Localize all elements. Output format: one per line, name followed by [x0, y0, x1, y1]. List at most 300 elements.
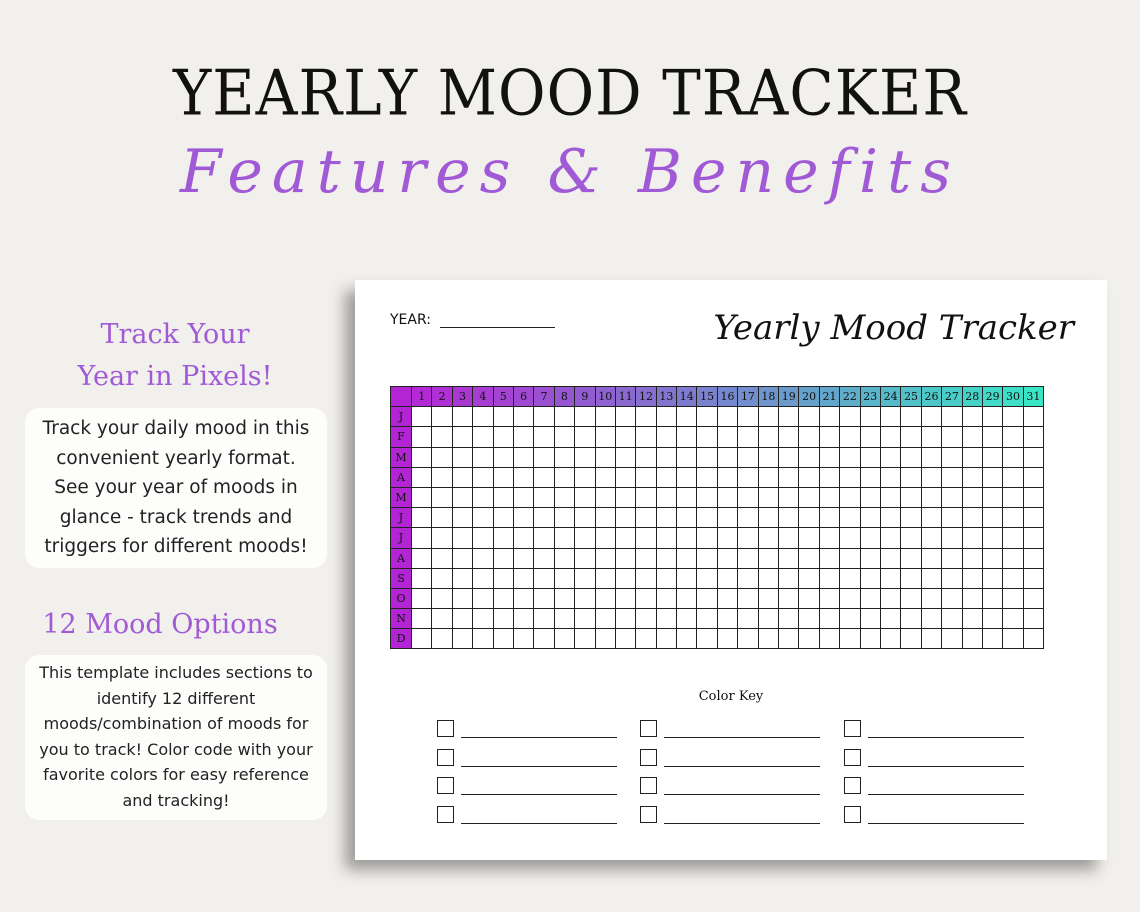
mood-cell — [758, 528, 778, 548]
mood-cell — [636, 588, 656, 608]
month-label: F — [391, 427, 412, 447]
mood-cell — [921, 548, 941, 568]
mood-cell — [493, 427, 513, 447]
mood-cell — [677, 508, 697, 528]
mood-cell — [758, 407, 778, 427]
mood-cell — [880, 609, 900, 629]
mood-cell — [921, 568, 941, 588]
color-key-line — [868, 766, 1024, 767]
mood-cell — [697, 568, 717, 588]
mood-cell — [452, 528, 472, 548]
mood-cell — [779, 629, 799, 649]
mood-cell — [779, 447, 799, 467]
mood-cell — [697, 427, 717, 447]
month-label: A — [391, 548, 412, 568]
mood-cell — [942, 629, 962, 649]
mood-cell — [738, 447, 758, 467]
mood-cell — [921, 407, 941, 427]
mood-cell — [636, 548, 656, 568]
month-label: J — [391, 528, 412, 548]
color-key-checkbox — [437, 720, 454, 737]
mood-cell — [738, 588, 758, 608]
mood-cell — [473, 487, 493, 507]
mood-cell — [1003, 508, 1023, 528]
day-header-cell: 26 — [921, 387, 941, 407]
mood-cell — [819, 427, 839, 447]
mood-cell — [554, 487, 574, 507]
mood-cell — [779, 427, 799, 447]
mood-cell — [554, 447, 574, 467]
feature-text-line: triggers for different moods! — [44, 536, 308, 557]
mood-cell — [452, 548, 472, 568]
feature-heading-pixels — [40, 314, 310, 398]
mood-cell — [982, 528, 1002, 548]
mood-cell — [615, 528, 635, 548]
mood-cell — [473, 629, 493, 649]
feature-text-line: moods/combination of moods for — [43, 714, 309, 733]
mood-cell — [840, 407, 860, 427]
mood-cell — [595, 487, 615, 507]
mood-cell — [513, 427, 533, 447]
day-header-cell: 7 — [534, 387, 554, 407]
mood-cell — [901, 487, 921, 507]
mood-cell — [819, 467, 839, 487]
mood-cell — [758, 487, 778, 507]
feature-text-line: See your year of moods in — [54, 477, 298, 498]
mood-cell — [717, 609, 737, 629]
mood-cell — [758, 508, 778, 528]
mood-cell — [677, 467, 697, 487]
mood-cell — [656, 407, 676, 427]
mood-cell — [412, 629, 432, 649]
mood-cell — [982, 508, 1002, 528]
mood-cell — [921, 508, 941, 528]
mood-cell — [779, 528, 799, 548]
mood-cell — [677, 588, 697, 608]
mood-cell — [1023, 508, 1043, 528]
mood-cell — [412, 427, 432, 447]
mood-cell — [677, 548, 697, 568]
mood-cell — [575, 467, 595, 487]
mood-cell — [962, 629, 982, 649]
color-key-line — [664, 823, 820, 824]
mood-cell — [513, 447, 533, 467]
mood-cell — [779, 588, 799, 608]
mood-cell — [513, 548, 533, 568]
mood-cell — [779, 548, 799, 568]
mood-cell — [452, 427, 472, 447]
mood-cell — [860, 629, 880, 649]
color-key-checkbox — [437, 777, 454, 794]
color-key-line — [461, 823, 617, 824]
mood-cell — [962, 467, 982, 487]
month-label: J — [391, 407, 412, 427]
mood-cell — [901, 447, 921, 467]
mood-cell — [513, 588, 533, 608]
mood-cell — [962, 447, 982, 467]
mood-cell — [1023, 528, 1043, 548]
mood-cell — [799, 427, 819, 447]
day-header-cell: 14 — [677, 387, 697, 407]
mood-cell — [697, 609, 717, 629]
mood-cell — [799, 548, 819, 568]
month-label: J — [391, 508, 412, 528]
mood-cell — [575, 588, 595, 608]
mood-cell — [1003, 528, 1023, 548]
mood-cell — [513, 568, 533, 588]
page-subtitle: Features & Benefits — [180, 137, 960, 207]
color-key-line — [461, 794, 617, 795]
day-header-cell: 23 — [860, 387, 880, 407]
mood-cell — [819, 609, 839, 629]
grid-corner — [391, 387, 412, 407]
mood-cell — [513, 487, 533, 507]
mood-cell — [982, 568, 1002, 588]
mood-cell — [860, 528, 880, 548]
mood-cell — [677, 629, 697, 649]
day-header-cell: 24 — [880, 387, 900, 407]
mood-cell — [799, 568, 819, 588]
mood-cell — [615, 407, 635, 427]
mood-cell — [982, 427, 1002, 447]
color-key-line — [868, 794, 1024, 795]
mood-cell — [880, 568, 900, 588]
mood-cell — [921, 629, 941, 649]
day-header-cell: 12 — [636, 387, 656, 407]
mood-cell — [412, 487, 432, 507]
mood-cell — [738, 427, 758, 447]
color-key-line — [664, 766, 820, 767]
mood-cell — [493, 508, 513, 528]
mood-cell — [575, 487, 595, 507]
color-key-line — [868, 737, 1024, 738]
mood-cell — [656, 588, 676, 608]
mood-cell — [738, 629, 758, 649]
mood-cell — [1023, 447, 1043, 467]
mood-cell — [962, 609, 982, 629]
month-row — [391, 427, 1044, 447]
mood-cell — [636, 629, 656, 649]
mood-cell — [860, 487, 880, 507]
mood-cell — [534, 609, 554, 629]
day-header-cell: 5 — [493, 387, 513, 407]
mood-cell — [840, 568, 860, 588]
feature-card-pixels — [25, 408, 327, 568]
mood-cell — [819, 548, 839, 568]
mood-cell — [473, 467, 493, 487]
mood-cell — [799, 528, 819, 548]
mood-cell — [819, 629, 839, 649]
month-label: N — [391, 609, 412, 629]
mood-cell — [493, 447, 513, 467]
mood-cell — [473, 528, 493, 548]
mood-cell — [534, 427, 554, 447]
mood-cell — [513, 467, 533, 487]
day-header-cell: 18 — [758, 387, 778, 407]
mood-cell — [554, 467, 574, 487]
mood-cell — [432, 407, 452, 427]
mood-cell — [615, 508, 635, 528]
mood-cell — [880, 487, 900, 507]
day-header-cell: 17 — [738, 387, 758, 407]
mood-cell — [758, 568, 778, 588]
mood-cell — [636, 467, 656, 487]
mood-cell — [799, 629, 819, 649]
mood-cell — [656, 427, 676, 447]
mood-cell — [942, 407, 962, 427]
mood-cell — [738, 487, 758, 507]
mood-cell — [534, 508, 554, 528]
mood-cell — [615, 487, 635, 507]
mood-cell — [942, 588, 962, 608]
mood-cell — [473, 548, 493, 568]
mood-cell — [901, 508, 921, 528]
mood-cell — [575, 548, 595, 568]
mood-cell — [942, 528, 962, 548]
mood-cell — [575, 568, 595, 588]
color-key-checkbox — [640, 777, 657, 794]
day-header-cell: 30 — [1003, 387, 1023, 407]
mood-cell — [799, 609, 819, 629]
month-label: D — [391, 629, 412, 649]
mood-cell — [412, 447, 432, 467]
mood-cell — [982, 487, 1002, 507]
color-key-checkbox — [844, 749, 861, 766]
mood-cell — [717, 467, 737, 487]
mood-cell — [575, 427, 595, 447]
feature-heading-line: Year in Pixels! — [77, 361, 273, 392]
mood-cell — [513, 629, 533, 649]
mood-cell — [982, 548, 1002, 568]
mood-cell — [595, 609, 615, 629]
mood-cell — [1023, 629, 1043, 649]
mood-cell — [493, 548, 513, 568]
tracker-sheet-preview — [355, 280, 1107, 860]
mood-cell — [738, 467, 758, 487]
mood-cell — [901, 629, 921, 649]
feature-text-line: convenient yearly format. — [56, 447, 296, 469]
mood-cell — [738, 609, 758, 629]
mood-cell — [799, 487, 819, 507]
mood-cell — [840, 427, 860, 447]
feature-heading-moods: 12 Mood Options — [42, 609, 278, 640]
mood-cell — [636, 609, 656, 629]
color-key-checkbox — [844, 720, 861, 737]
mood-cell — [717, 568, 737, 588]
day-header-cell: 31 — [1023, 387, 1043, 407]
mood-cell — [738, 407, 758, 427]
color-key-checkbox — [844, 806, 861, 823]
mood-cell — [452, 467, 472, 487]
day-header-cell: 21 — [819, 387, 839, 407]
feature-text-line: you to track! Color code with your — [39, 739, 313, 759]
mood-cell — [452, 588, 472, 608]
mood-cell — [432, 568, 452, 588]
mood-cell — [656, 447, 676, 467]
mood-cell — [901, 568, 921, 588]
mood-cell — [473, 588, 493, 608]
mood-cell — [779, 467, 799, 487]
day-header-cell: 29 — [982, 387, 1002, 407]
mood-cell — [697, 467, 717, 487]
mood-cell — [615, 588, 635, 608]
mood-cell — [860, 568, 880, 588]
mood-cell — [615, 548, 635, 568]
mood-cell — [1023, 568, 1043, 588]
mood-cell — [799, 508, 819, 528]
mood-cell — [738, 528, 758, 548]
mood-cell — [942, 427, 962, 447]
mood-cell — [412, 467, 432, 487]
mood-cell — [962, 548, 982, 568]
mood-cell — [432, 427, 452, 447]
mood-cell — [738, 548, 758, 568]
mood-cell — [697, 508, 717, 528]
feature-text-line: This template includes sections to — [39, 663, 313, 682]
day-header-cell: 8 — [554, 387, 574, 407]
mood-cell — [799, 467, 819, 487]
mood-cell — [656, 568, 676, 588]
mood-cell — [473, 407, 493, 427]
mood-cell — [432, 508, 452, 528]
mood-cell — [880, 447, 900, 467]
mood-cell — [412, 528, 432, 548]
mood-cell — [880, 588, 900, 608]
day-header-cell: 20 — [799, 387, 819, 407]
mood-cell — [412, 609, 432, 629]
mood-cell — [554, 407, 574, 427]
mood-cell — [880, 467, 900, 487]
month-row — [391, 407, 1044, 427]
mood-cell — [758, 609, 778, 629]
mood-cell — [758, 467, 778, 487]
mood-cell — [840, 487, 860, 507]
mood-cell — [717, 629, 737, 649]
mood-cell — [534, 629, 554, 649]
mood-cell — [942, 487, 962, 507]
mood-cell — [942, 548, 962, 568]
mood-cell — [575, 629, 595, 649]
mood-cell — [717, 447, 737, 467]
mood-cell — [901, 548, 921, 568]
mood-cell — [697, 588, 717, 608]
mood-cell — [779, 487, 799, 507]
mood-cell — [1003, 548, 1023, 568]
mood-cell — [656, 548, 676, 568]
day-header-cell: 10 — [595, 387, 615, 407]
mood-cell — [819, 407, 839, 427]
mood-cell — [595, 588, 615, 608]
day-header-cell: 6 — [513, 387, 533, 407]
month-row — [391, 467, 1044, 487]
mood-cell — [697, 528, 717, 548]
mood-cell — [636, 407, 656, 427]
mood-cell — [1023, 407, 1043, 427]
mood-cell — [697, 487, 717, 507]
mood-cell — [717, 508, 737, 528]
mood-cell — [758, 588, 778, 608]
mood-cell — [799, 407, 819, 427]
mood-cell — [840, 548, 860, 568]
mood-cell — [595, 427, 615, 447]
month-label: M — [391, 487, 412, 507]
mood-cell — [860, 447, 880, 467]
mood-cell — [412, 548, 432, 568]
mood-cell — [1023, 487, 1043, 507]
mood-cell — [473, 609, 493, 629]
mood-cell — [758, 447, 778, 467]
mood-cell — [452, 447, 472, 467]
month-row — [391, 528, 1044, 548]
mood-cell — [880, 427, 900, 447]
mood-cell — [921, 427, 941, 447]
mood-cell — [758, 548, 778, 568]
mood-cell — [534, 407, 554, 427]
month-label: S — [391, 568, 412, 588]
mood-cell — [717, 487, 737, 507]
mood-cell — [615, 427, 635, 447]
mood-cell — [493, 609, 513, 629]
mood-cell — [452, 508, 472, 528]
mood-cell — [962, 427, 982, 447]
mood-cell — [615, 447, 635, 467]
mood-cell — [1003, 447, 1023, 467]
day-header-cell: 22 — [840, 387, 860, 407]
mood-cell — [493, 629, 513, 649]
mood-cell — [493, 568, 513, 588]
mood-cell — [942, 508, 962, 528]
mood-cell — [758, 629, 778, 649]
mood-cell — [677, 427, 697, 447]
mood-cell — [819, 487, 839, 507]
mood-cell — [840, 609, 860, 629]
mood-cell — [452, 609, 472, 629]
mood-cell — [942, 568, 962, 588]
mood-cell — [554, 427, 574, 447]
mood-cell — [982, 629, 1002, 649]
mood-cell — [779, 508, 799, 528]
day-header-row — [391, 387, 1044, 407]
mood-cell — [534, 447, 554, 467]
mood-cell — [636, 568, 656, 588]
mood-cell — [677, 487, 697, 507]
day-header-cell: 19 — [779, 387, 799, 407]
mood-cell — [901, 609, 921, 629]
mood-cell — [779, 609, 799, 629]
mood-cell — [880, 548, 900, 568]
mood-cell — [493, 528, 513, 548]
mood-cell — [595, 629, 615, 649]
mood-cell — [615, 467, 635, 487]
mood-cell — [554, 528, 574, 548]
mood-cell — [575, 528, 595, 548]
mood-cell — [901, 588, 921, 608]
mood-cell — [656, 528, 676, 548]
mood-cell — [554, 588, 574, 608]
mood-cell — [1003, 467, 1023, 487]
year-blank-line — [440, 327, 555, 328]
mood-cell — [697, 407, 717, 427]
mood-cell — [473, 427, 493, 447]
feature-text-line: favorite colors for easy reference — [43, 765, 309, 784]
mood-cell — [962, 588, 982, 608]
month-row — [391, 447, 1044, 467]
mood-cell — [1023, 588, 1043, 608]
mood-cell — [1023, 467, 1043, 487]
month-row — [391, 568, 1044, 588]
mood-cell — [901, 427, 921, 447]
mood-cell — [412, 588, 432, 608]
